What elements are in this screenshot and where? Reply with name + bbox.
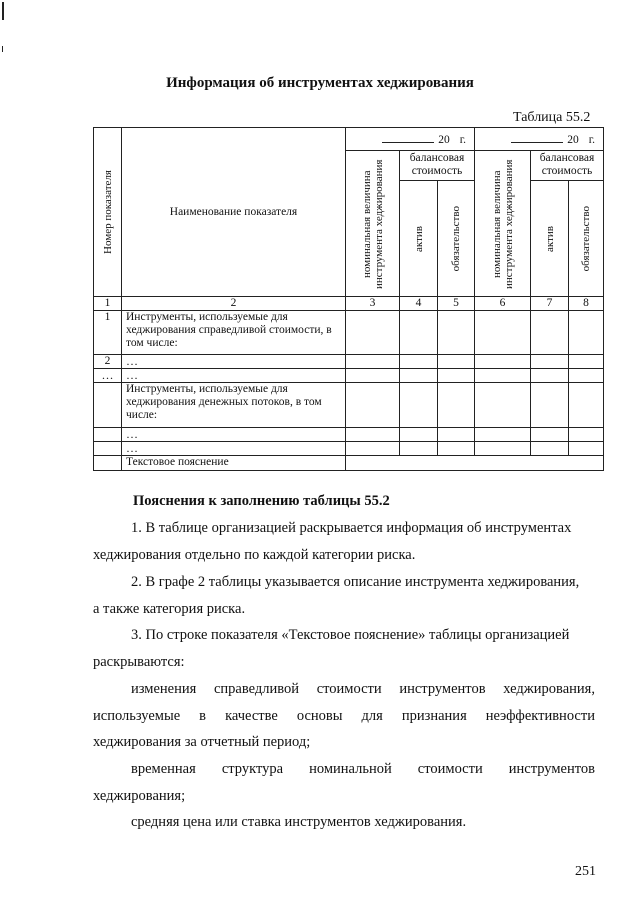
paragraph-1-cont: [93, 546, 595, 565]
paragraph-line: средняя цена или ставка инструментов хеджирования.: [131, 814, 467, 830]
word: стоимости: [417, 761, 483, 777]
data-cell: [531, 355, 569, 369]
header-cell-name: [122, 128, 346, 297]
data-cell: [569, 442, 604, 456]
paragraph-2: [93, 573, 595, 592]
paragraph-4-cont: [93, 707, 595, 726]
justified-line: [131, 680, 595, 699]
header-year-2: 20 г.: [475, 128, 604, 151]
data-cell: [569, 311, 604, 355]
row-name: Инструменты, используемые для хеджирования денежных потоков, в том числе:: [122, 383, 346, 428]
table-number: Таблица 55.2: [513, 110, 591, 125]
header-liability: обязательство: [450, 205, 462, 272]
table-row: [94, 369, 604, 383]
paragraph-4-end: [93, 733, 595, 752]
paragraph-4: [131, 680, 595, 699]
data-cell: [531, 311, 569, 355]
header-balance-2: балансовая стоимость: [531, 151, 604, 181]
column-number: 6: [475, 297, 531, 311]
row-name: …: [122, 355, 346, 369]
word: инструментов: [399, 681, 486, 697]
word: основы: [296, 708, 343, 724]
word: временная: [131, 761, 196, 777]
data-cell: [531, 369, 569, 383]
column-number-row: [94, 297, 604, 311]
paragraph-2-cont: [93, 600, 595, 619]
row-number: [94, 383, 122, 428]
header-year-1: 20 г.: [346, 128, 475, 151]
paragraph-line: хеджирования;: [93, 788, 186, 804]
row-name: Инструменты, используемые для хеджирования справедливой стоимости, в том числе:: [122, 311, 346, 355]
table-row: [94, 428, 604, 442]
data-cell: [531, 428, 569, 442]
row-number: …: [94, 369, 122, 383]
table-row: [94, 456, 604, 471]
paragraph-line: а также категория риска.: [93, 601, 246, 617]
header-cell-nominal-1: [346, 151, 400, 297]
header-nominal: номинальная величина инструмента хеджирования: [360, 158, 385, 289]
paragraph-6: [93, 813, 595, 832]
data-cell: [346, 369, 400, 383]
header-cell-number: [94, 128, 122, 297]
word: хеджирования,: [503, 681, 595, 697]
column-number: 4: [400, 297, 438, 311]
data-cell: [569, 383, 604, 428]
row-name: …: [122, 442, 346, 456]
data-cell: [475, 311, 531, 355]
word: номинальной: [309, 761, 392, 777]
header-cell-asset-2: [531, 181, 569, 297]
data-cell: [400, 442, 438, 456]
scan-edge-mark: [2, 2, 4, 20]
header-liability: обязательство: [580, 205, 592, 272]
header-number: Номер показателя: [101, 170, 114, 254]
data-cell: [438, 383, 475, 428]
paragraph-line: раскрываются:: [93, 654, 185, 670]
data-cell: [346, 442, 400, 456]
row-name: …: [122, 428, 346, 442]
word: используемые: [93, 708, 181, 724]
row-number: [94, 442, 122, 456]
data-cell: [400, 369, 438, 383]
word: для: [361, 708, 383, 724]
column-number: 8: [569, 297, 604, 311]
row-number: 1: [94, 311, 122, 355]
word: качестве: [225, 708, 278, 724]
page-title: Информация об инструментах хеджирования: [166, 75, 474, 91]
paragraph-3: [93, 626, 595, 645]
table-row: [94, 355, 604, 369]
header-cell-asset-1: [400, 181, 438, 297]
paragraph-line: 3. По строке показателя «Текстовое пояснение» таблицы организацией: [131, 627, 570, 643]
row-name: …: [122, 369, 346, 383]
data-cell: [569, 369, 604, 383]
data-cell: [438, 369, 475, 383]
column-number: 2: [122, 297, 346, 311]
word: справедливой: [213, 681, 300, 697]
data-cell: [531, 442, 569, 456]
row-number: [94, 456, 122, 471]
column-number: 3: [346, 297, 400, 311]
header-asset: актив: [412, 225, 425, 252]
data-cell: [475, 383, 531, 428]
word: в: [199, 708, 207, 724]
paragraph-1: [93, 519, 595, 538]
paragraph-line: 1. В таблице организацией раскрывается информация об инструментах: [131, 520, 572, 536]
header-cell-liability-1: [438, 181, 475, 297]
data-cell: [438, 442, 475, 456]
scan-edge-mark: [2, 46, 3, 52]
word: изменения: [131, 681, 197, 697]
explanation-heading: Пояснения к заполнению таблицы 55.2: [133, 493, 390, 509]
table-row: [94, 311, 604, 355]
word: признания: [401, 708, 467, 724]
page-number: 251: [575, 864, 596, 879]
header-balance-1: балансовая стоимость: [400, 151, 475, 181]
data-cell: [400, 311, 438, 355]
data-cell: [346, 428, 400, 442]
data-cell: [438, 355, 475, 369]
paragraph-3-cont: [93, 653, 595, 672]
word: структура: [221, 761, 284, 777]
paragraph-5: [131, 760, 595, 779]
paragraph-line: 2. В графе 2 таблицы указывается описание инструмента хеджирования,: [131, 574, 580, 590]
data-cell: [475, 428, 531, 442]
data-cell: [400, 383, 438, 428]
table-row: [94, 442, 604, 456]
data-cell: [531, 383, 569, 428]
word: инструментов: [508, 761, 595, 777]
data-cell: [475, 369, 531, 383]
header-asset: актив: [543, 225, 556, 252]
data-cell: [346, 355, 400, 369]
data-cell: [438, 428, 475, 442]
hedging-instruments-table: [93, 127, 604, 471]
data-cell: [400, 355, 438, 369]
column-number: 1: [94, 297, 122, 311]
justified-line: [93, 707, 595, 726]
paragraph-line: хеджирования отдельно по каждой категории риска.: [93, 547, 416, 563]
word: неэффективности: [485, 708, 595, 724]
header-name: Наименование показателя: [169, 205, 298, 218]
data-cell: [475, 442, 531, 456]
data-cell: [438, 311, 475, 355]
data-cell: [569, 428, 604, 442]
data-cell: [569, 355, 604, 369]
justified-line: [131, 760, 595, 779]
data-cell: [346, 383, 400, 428]
row-number: [94, 428, 122, 442]
header-cell-nominal-2: [475, 151, 531, 297]
data-cell: [400, 428, 438, 442]
row-number: 2: [94, 355, 122, 369]
data-cell: [346, 311, 400, 355]
data-cell: [475, 355, 531, 369]
row-name: Текстовое пояснение: [122, 456, 346, 471]
header-nominal: номинальная величина инструмента хеджирования: [490, 158, 515, 289]
column-number: 7: [531, 297, 569, 311]
paragraph-line: хеджирования за отчетный период;: [93, 734, 311, 750]
column-number: 5: [438, 297, 475, 311]
table-row: [94, 383, 604, 428]
paragraph-5-cont: [93, 787, 595, 806]
word: стоимости: [316, 681, 382, 697]
header-cell-liability-2: [569, 181, 604, 297]
data-cell: [346, 456, 604, 471]
